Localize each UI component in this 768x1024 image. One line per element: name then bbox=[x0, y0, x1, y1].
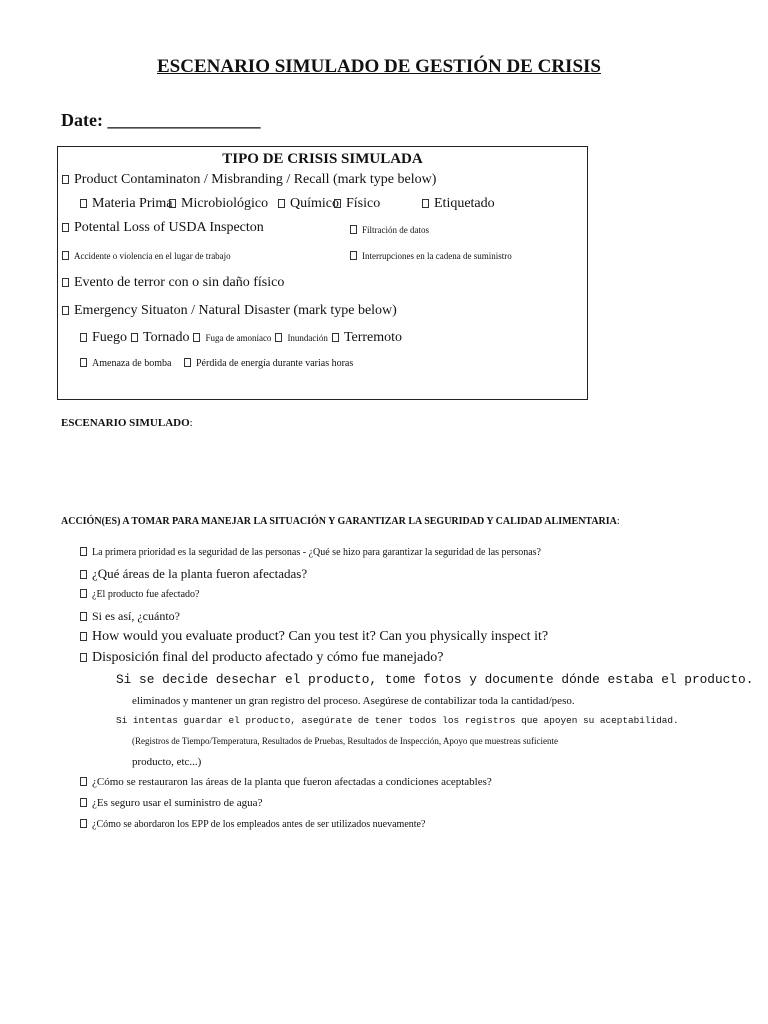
option-label: Químico bbox=[290, 196, 339, 211]
option-terror[interactable] bbox=[62, 275, 284, 291]
checkbox[interactable] bbox=[80, 358, 87, 367]
scenario-label: ESCENARIO SIMULADO bbox=[61, 417, 190, 429]
option-inundacion[interactable] bbox=[275, 333, 328, 343]
option-label: Emergency Situaton / Natural Disaster (mark type below) bbox=[74, 303, 397, 318]
checkbox[interactable] bbox=[80, 333, 87, 342]
checkbox[interactable] bbox=[169, 199, 176, 208]
disposal-note-cont: eliminados y mantener un gran registro del proceso. Asegúrese de contabilizar toda la cantidad/peso. bbox=[132, 695, 575, 707]
option-label: Fuga de amoníaco bbox=[205, 333, 272, 343]
action-item[interactable] bbox=[80, 819, 425, 830]
checkbox[interactable] bbox=[62, 175, 69, 184]
option-terremoto[interactable] bbox=[332, 330, 402, 345]
option-product-recall[interactable] bbox=[62, 172, 436, 188]
option-materia-prima[interactable] bbox=[80, 196, 172, 212]
option-fisico[interactable] bbox=[334, 196, 380, 212]
action-text: How would you evaluate product? Can you test it? Can you physically inspect it? bbox=[92, 629, 549, 644]
action-item[interactable] bbox=[80, 547, 541, 558]
actions-colon: : bbox=[616, 516, 620, 527]
option-label: Accidente o violencia en el lugar de trabajo bbox=[74, 251, 231, 261]
checkbox[interactable] bbox=[80, 777, 87, 786]
option-quimico[interactable] bbox=[278, 196, 339, 212]
date-field-label: Date: _________________ bbox=[61, 110, 261, 130]
option-emergency[interactable] bbox=[62, 303, 397, 319]
checkbox[interactable] bbox=[278, 199, 285, 208]
option-label: Interrupciones en la cadena de suministro bbox=[362, 251, 512, 261]
option-label: Materia Prima bbox=[92, 196, 173, 211]
retention-note: Si intentas guardar el producto, asegúrate de tener todos los registros que apoyen su aceptabilidad. bbox=[116, 715, 679, 726]
checkbox[interactable] bbox=[80, 589, 87, 598]
option-label: Físico bbox=[346, 196, 381, 211]
crisis-type-box bbox=[57, 146, 588, 400]
action-text: Disposición final del producto afectado y cómo fue manejado? bbox=[92, 650, 444, 665]
option-interrupciones[interactable] bbox=[350, 251, 512, 261]
checkbox[interactable] bbox=[80, 819, 87, 828]
option-amoniaco[interactable] bbox=[193, 333, 271, 343]
option-bomba[interactable] bbox=[80, 358, 171, 369]
action-item[interactable] bbox=[80, 797, 262, 809]
checkbox[interactable] bbox=[275, 333, 282, 342]
option-label: Evento de terror con o sin daño físico bbox=[74, 275, 285, 290]
option-label: Etiquetado bbox=[434, 196, 495, 211]
checkbox[interactable] bbox=[350, 225, 357, 234]
action-item[interactable] bbox=[80, 566, 307, 582]
action-text: ¿Cómo se abordaron los EPP de los empleados antes de ser utilizados nuevamente? bbox=[92, 819, 426, 830]
actions-label: ACCIÓN(ES) A TOMAR PARA MANEJAR LA SITUACIÓN Y GARANTIZAR LA SEGURIDAD Y CALIDAD ALIMENTARIA bbox=[61, 516, 617, 527]
option-tornado[interactable] bbox=[131, 330, 189, 345]
option-label: Product Contaminaton / Misbranding / Recall (mark type below) bbox=[74, 172, 437, 187]
action-text: ¿Qué áreas de la planta fueron afectadas? bbox=[92, 566, 308, 581]
option-label: Tornado bbox=[143, 330, 190, 345]
action-text: ¿Cómo se restauraron las áreas de la planta que fueron afectadas a condiciones aceptables? bbox=[92, 776, 492, 788]
scenario-colon: : bbox=[189, 417, 193, 429]
checkbox[interactable] bbox=[62, 223, 69, 232]
option-label: Filtración de datos bbox=[362, 225, 429, 235]
option-label: Amenaza de bomba bbox=[92, 358, 172, 369]
actions-section-label bbox=[61, 516, 620, 527]
action-item[interactable] bbox=[80, 650, 443, 666]
option-label: Terremoto bbox=[343, 330, 403, 345]
checkbox[interactable] bbox=[80, 199, 87, 208]
action-text: ¿Es seguro usar el suministro de agua? bbox=[92, 797, 263, 809]
checkbox[interactable] bbox=[80, 798, 87, 807]
action-item[interactable] bbox=[80, 629, 548, 645]
option-label: Microbiológico bbox=[181, 196, 269, 211]
crisis-box-title: TIPO DE CRISIS SIMULADA bbox=[222, 151, 423, 167]
checkbox[interactable] bbox=[334, 199, 341, 208]
option-label: Pérdida de energía durante varias horas bbox=[196, 358, 354, 369]
option-accidente[interactable] bbox=[62, 251, 231, 261]
checkbox[interactable] bbox=[80, 632, 87, 641]
action-text: Si es así, ¿cuánto? bbox=[92, 609, 180, 623]
checkbox[interactable] bbox=[131, 333, 138, 342]
disposal-note: Si se decide desechar el producto, tome fotos y documente dónde estaba el producto. bbox=[116, 672, 754, 687]
option-etiquetado[interactable] bbox=[422, 196, 495, 212]
option-energia[interactable] bbox=[184, 358, 353, 369]
option-label: Fuego bbox=[92, 330, 127, 345]
page-title: ESCENARIO SIMULADO DE GESTIÓN DE CRISIS bbox=[157, 56, 601, 77]
option-usda[interactable] bbox=[62, 220, 264, 236]
checkbox[interactable] bbox=[62, 306, 69, 315]
checkbox[interactable] bbox=[332, 333, 339, 342]
retention-note-end: producto, etc...) bbox=[132, 756, 202, 768]
option-microbiologico[interactable] bbox=[169, 196, 268, 212]
checkbox[interactable] bbox=[80, 653, 87, 662]
checkbox[interactable] bbox=[184, 358, 191, 367]
option-fuego[interactable] bbox=[80, 330, 127, 345]
action-item[interactable] bbox=[80, 589, 199, 600]
action-item[interactable] bbox=[80, 776, 492, 788]
option-filtracion[interactable] bbox=[350, 225, 429, 235]
checkbox[interactable] bbox=[80, 547, 87, 556]
checkbox[interactable] bbox=[80, 570, 87, 579]
checkbox[interactable] bbox=[350, 251, 357, 260]
option-label: Inundación bbox=[287, 333, 328, 343]
checkbox[interactable] bbox=[62, 251, 69, 260]
retention-note-cont: (Registros de Tiempo/Temperatura, Resultados de Pruebas, Resultados de Inspección, Apoyo que muestreas suficiente bbox=[132, 736, 559, 746]
emergency-subtypes bbox=[80, 328, 402, 346]
checkbox[interactable] bbox=[193, 333, 200, 342]
checkbox[interactable] bbox=[62, 278, 69, 287]
option-label: Potental Loss of USDA Inspecton bbox=[74, 220, 264, 235]
checkbox[interactable] bbox=[422, 199, 429, 208]
action-text: ¿El producto fue afectado? bbox=[92, 589, 200, 600]
action-text: La primera prioridad es la seguridad de las personas - ¿Qué se hizo para garantizar la seguridad de las personas? bbox=[92, 547, 541, 558]
action-item[interactable] bbox=[80, 609, 180, 624]
checkbox[interactable] bbox=[80, 612, 87, 621]
scenario-section-label bbox=[61, 417, 193, 429]
